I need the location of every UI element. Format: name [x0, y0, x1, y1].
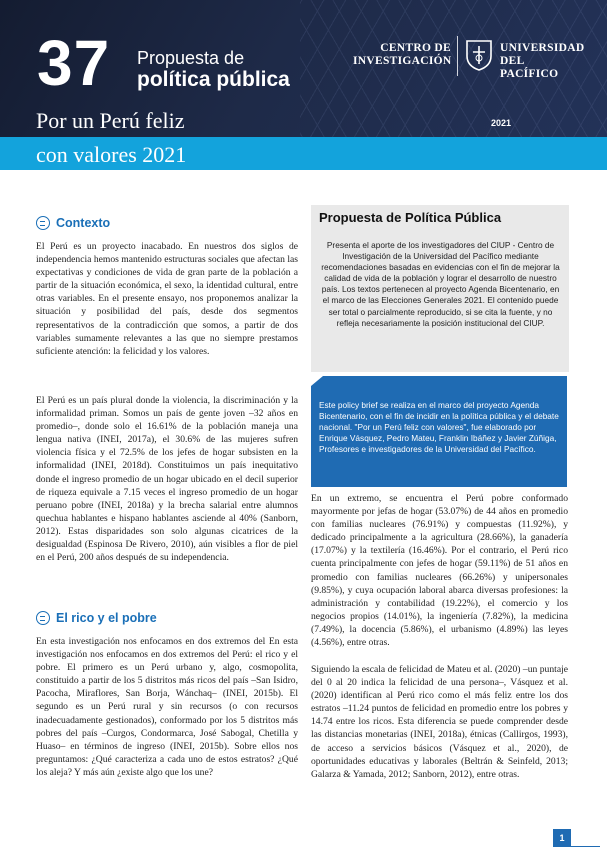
document-title-line2: con valores 2021 [36, 142, 187, 167]
contexto-paragraph-2: El Perú es un país plural donde la violencia, la discriminación y la informalidad priman. Somos un país de gente joven –32 años en promedio–, donde solo el 16.61% de la población maneja una lengua nativa (INEI, 2017a), el 30.6% de las mujeres sufren violencia física y el 72.5% de los jefes de hogar subsisten en la informalidad (INEI, 2018d). Constituimos un país inequitativo donde el ingreso promedio de un hogar ubicado en el decil superior de riqueza equivale a 7.15 veces el ingreso promedio de un hogar peruano pobre (INEI, 2018a) y la brecha salarial entre alumnos quechua hablantes e hispano hablantes asciende al 40% (Sanborn, 2012). Estas disparidades son solo algunas cicatrices de la desigualdad (Espinosa De Rivero, 2010), aún visibles a flor de piel en el Perú, 200 años después de su independencia. [36, 395, 298, 564]
page-number: 1 [553, 829, 571, 847]
brief-number: 37 [37, 27, 111, 99]
speech-bubble-icon [36, 216, 50, 230]
rico-pobre-paragraph: En esta investigación nos enfocamos en dos extremos del En esta investigación nos enfocamos en dos extremos del Perú: el rico y el pobre. El primero es un Perú urbano y, algo, cosmopolita, constituido a partir de los 5 distritos más ricos del país –San Isidro, Pacocha, Miraflores, San Borja, Wánchaq– (INEI, 2015b). El segundo es un Perú rural y sin recursos (o con recursos inadecuadamente gestionados), conformado por los 5 distritos más pobres del país –Curgos, Condormarca, José Sabogal, Chetilla y Huaso– en términos de ingreso (INEI, 2015b). Sobre ellos nos preguntamos: ¿Qué caracteriza a cada uno de estos estratos? ¿Qué los aleja? Y más aún ¿existe algo que los une? [36, 636, 298, 778]
university-logo [353, 34, 583, 78]
brief-label-line2: política pública [137, 68, 290, 91]
policy-box-text: Presenta el aporte de los investigadores del CIUP - Centro de Investigación de la Universidad del Pacífico mediante recomendaciones basadas en evidencias con el fin de mejorar la calidad de vida de la población y lograr el desarrollo de nuestro país. Los textos pertenecen al proyecto Agenda Bicentenario, en el marco de las Elecciones Generales 2021. El contenido puede ser total o parcialmente reproducido, si se cita la fuente, y no refleja necesariamente la posición institucional del CIUP. [321, 240, 560, 328]
logo-right-text: UNIVERSIDAD DEL PACÍFICO [500, 42, 585, 80]
authors-box-corner [311, 376, 323, 386]
logo-divider [457, 36, 458, 76]
policy-box-title: Propuesta de Política Pública [319, 210, 502, 225]
university-seal-icon [464, 38, 494, 72]
document-title-line1: Por un Perú feliz [36, 108, 185, 133]
section-heading-contexto: Contexto [36, 216, 110, 230]
right-paragraph-2: Siguiendo la escala de felicidad de Mateu et al. (2020) –un puntaje del 0 al 20 indica la felicidad de una persona–, Vásquez et al. (2020) identifican al Perú rico como el más feliz entre los dos estratos –11.24 puntos de felicidad en promedio entre los pobres y 14.74 entre los ricos. Esta diferencia se puede comprender desde las distancias monetarias (INEI, 2018a), étnicas (Callirgos, 1993), de acceso a servicios básicos (Vásquez et al., 2020), de oportunidades educativas y laborales (Beltrán & Seinfeld, 2013; Galarza & Yamada, 2012; Sanborn, 2012), entre otras. [311, 664, 568, 780]
contexto-paragraph-1: El Perú es un proyecto inacabado. En nuestros dos siglos de independencia hemos mantenido estructuras sociales que afectan las expectativas y condiciones de vida de gran parte de la población a partir de la situación económica, el sexo, la identidad cultural, entre otras variables. En el presente ensayo, nos proponemos analizar la situación y posibilidad del país, desde dos segmentos representativos de la contradicción que somos, a partir de dos variables sumamente relevantes a las que no siempre prestamos suficiente atención: la felicidad y los valores. [36, 241, 298, 357]
header-year: 2021 [491, 118, 512, 128]
logo-left-text: CENTRO DE INVESTIGACIÓN [353, 42, 452, 67]
authors-box-text: Este policy brief se realiza en el marco del proyecto Agenda Bicentenario, con el fin de incidir en la política pública y el debate nacional. "Por un Perú feliz con valores", fue elaborado por Enrique Vásquez, Pedro Mateu, Franklin Ibáñez y Javier Zúñiga, Profesores e investigadores de la Universidad del Pacífico. [319, 400, 559, 455]
speech-bubble-icon [36, 611, 50, 625]
brief-label-line1: Propuesta de [137, 48, 245, 68]
right-paragraph-1: En un extremo, se encuentra el Perú pobre conformado mayormente por jefas de hogar (53.07%) de 44 años en promedio con familias nucleares (76.91%) y compuestas (11.92%), y dedicado principalmente a la agricultura (28.66%), la ganadería (17.07%) y la textilería (16.46%). Por el contrario, el Perú rico cuenta principalmente con jefes de hogar (59.11%) de 51 años en promedio con familias nucleares (66.26%) y unipersonales (9.85%), y cuya ocupación laboral abarca diversas profesiones: la administración y contabilidad (19.22%), el comercio y los negocios propios (14.01%), la ingeniería (7.82%), la medicina (7.49%), la docencia (5.86%), el urbanismo (4.89%) las leyes (4.56%), entre otras. [311, 493, 568, 649]
section-heading-rico-pobre: El rico y el pobre [36, 611, 157, 625]
page-number-rule [570, 846, 600, 847]
